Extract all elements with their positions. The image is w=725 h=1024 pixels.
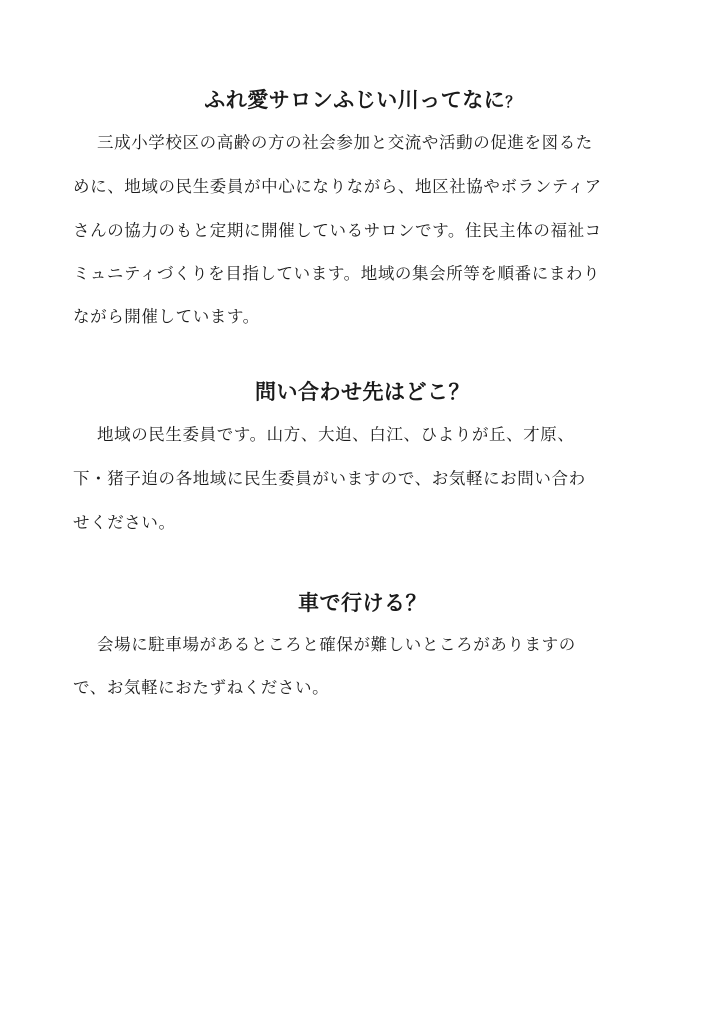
paragraph-line: さんの協力のもと定期に開催しているサロンです。住民主体の福祉コ <box>73 221 602 240</box>
paragraph-line: 会場に駐車場があるところと確保が難しいところがありますの <box>97 635 576 654</box>
section-heading-about <box>0 86 725 116</box>
paragraph-line: で、お気軽におたずねください。 <box>73 678 330 697</box>
paragraph-line: 下・猪子迫の各地域に民生委員がいますので、お気軽にお問い合わ <box>73 469 586 488</box>
section-heading-about-mark: ？ <box>505 93 521 111</box>
paragraph-line: せください。 <box>73 513 176 532</box>
paragraph-line: ミュニティづくりを目指しています。地域の集会所等を順番にまわり <box>73 264 601 283</box>
section-heading-contact: 問い合わせ先はどこ？ <box>255 380 470 404</box>
paragraph-line: ながら開催しています。 <box>73 307 260 326</box>
paragraph-line: めに、地域の民生委員が中心になりながら、地区社協やボランティア <box>73 177 602 196</box>
paragraph-line: 三成小学校区の高齢の方の社会参加と交流や活動の促進を図るた <box>97 133 593 152</box>
paragraph-line: 地域の民生委員です。山方、大迫、白江、ひよりが丘、才原、 <box>97 425 575 444</box>
section-heading-parking: 車で行ける？ <box>298 591 427 615</box>
section-heading-about-text: ふれ愛サロンふじい川ってなに <box>204 88 506 112</box>
